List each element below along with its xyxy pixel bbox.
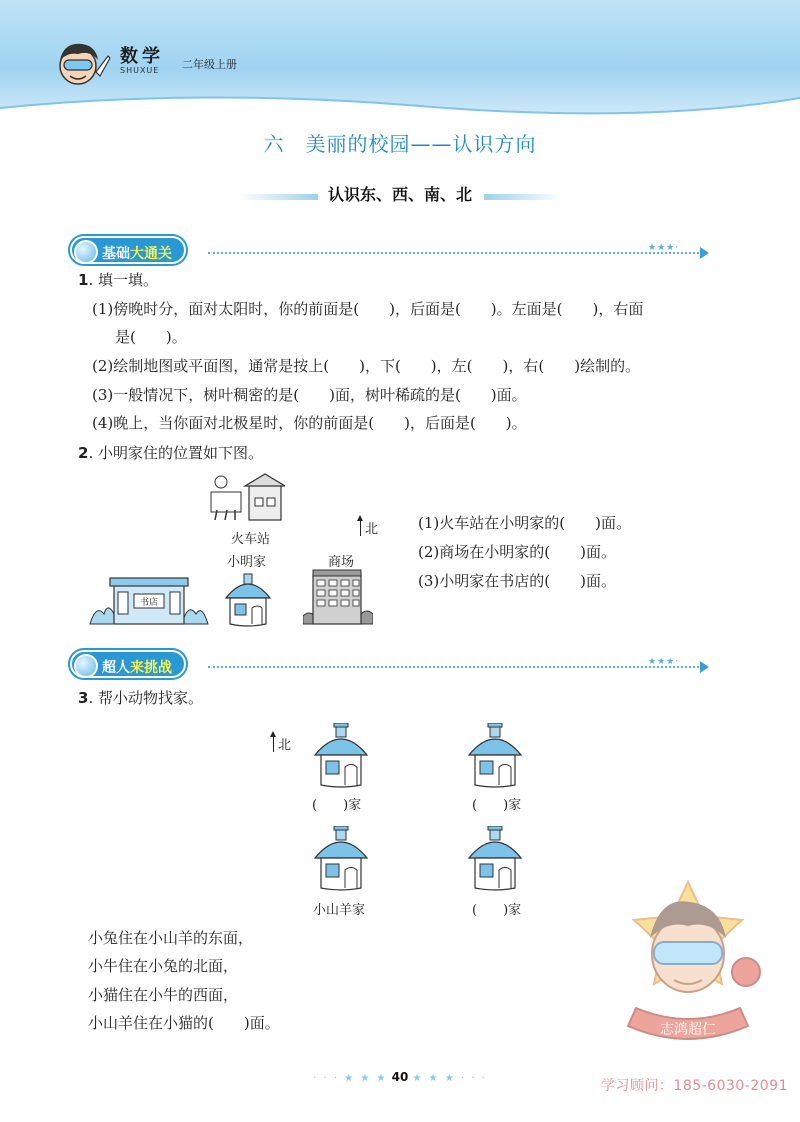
label-train-station: 火车站: [231, 532, 271, 547]
q1-item-2: (2)绘制地图或平面图，通常是按上( )，下( )，左( )，右( )绘制的。: [92, 357, 641, 375]
bookstore-sign-label: 书店: [139, 598, 159, 608]
q1-item-4: (4)晚上，当你面对北极星时，你的前面是( )，后面是( )。: [92, 414, 527, 432]
bookstore-icon: [88, 574, 210, 626]
subject-label: 数学: [120, 46, 164, 67]
grade-label: 二年级上册: [182, 58, 237, 71]
subject-pinyin: SHUXUE: [120, 66, 160, 75]
house-label-northeast: ( )家: [472, 798, 522, 813]
q2-number: 2: [78, 444, 89, 462]
q1-item-1: (1)傍晚时分，面对太阳时，你的前面是( )，后面是( )。左面是( )，右面: [92, 300, 644, 318]
label-xiaoming-home: 小明家: [227, 555, 267, 570]
q3-clue-3: 小猫住在小牛的西面，: [88, 986, 239, 1004]
north-arrow-icon: [273, 736, 274, 752]
mall-building-icon: [303, 566, 373, 626]
footer-stars-left: · · · ★ ★ ★: [313, 1073, 388, 1084]
q2-item-3: (3)小明家在书店的( )面。: [418, 572, 616, 590]
arrow-icon: [700, 661, 709, 673]
globe-icon: [74, 240, 98, 264]
q3-stem: [78, 688, 203, 708]
q1-number: 1: [78, 271, 89, 289]
unit-title: 六 美丽的校园——认识方向: [263, 132, 537, 156]
page-number: 40: [391, 1070, 409, 1084]
q1-stem-text: . 填一填。: [88, 271, 158, 289]
q1-item-3: (3)一般情况下，树叶稠密的是( )面，树叶稀疏的是( )面。: [92, 386, 527, 404]
header-wave-decoration: [0, 78, 800, 128]
house-label-northwest: ( )家: [312, 798, 362, 813]
label-mall: 商场: [328, 555, 355, 570]
q3-clue-4: 小山羊住在小猫的( )面。: [88, 1014, 280, 1032]
dotted-divider: [208, 252, 703, 254]
section-basic-banner: [70, 236, 720, 266]
north-indicator: [360, 518, 378, 537]
robot-icon: [74, 654, 98, 678]
q3-clue-2: 小牛住在小兔的北面，: [88, 957, 239, 975]
north-label: 北: [365, 522, 379, 537]
house-icon-southwest: [313, 826, 369, 892]
lesson-title: 认识东、西、南、北: [327, 185, 472, 204]
house-icon-northwest: [313, 723, 369, 789]
arrow-icon: [700, 247, 709, 259]
q1-item-1-cont: 是( )。: [115, 328, 187, 346]
section-badge: [70, 236, 186, 264]
dotted-divider: [208, 666, 703, 668]
house-icon-northeast: [467, 723, 523, 789]
q2-stem: [78, 443, 263, 463]
q2-stem-text: . 小明家住的位置如下图。: [88, 444, 263, 462]
q2-item-1: (1)火车站在小明家的( )面。: [418, 514, 631, 532]
brand-block: [120, 42, 237, 75]
badge-label-highlight: 大通关: [130, 246, 172, 262]
train-station-icon: [205, 470, 285, 526]
badge-label-normal: 超人: [102, 660, 130, 676]
stars-decoration: ★★★·: [648, 243, 680, 253]
house-label-southeast: ( )家: [472, 903, 522, 918]
q3-north-indicator: [273, 734, 291, 753]
q3-clue-1: 小兔住在小山羊的东面，: [88, 929, 254, 947]
north-arrow-icon: [360, 520, 361, 536]
stamp-label: 志鸿超仁: [660, 1022, 716, 1038]
xiaoming-house-icon: [222, 572, 274, 628]
q1-stem: [78, 270, 158, 290]
lesson-title-wrap: [0, 182, 800, 208]
house-label-southwest: 小山羊家: [313, 903, 366, 918]
badge-label-highlight: 来挑战: [130, 660, 172, 676]
badge-label-normal: 基础: [102, 246, 130, 262]
house-icon-southeast: [467, 826, 523, 892]
section-challenge-banner: [70, 650, 720, 680]
q3-stem-text: . 帮小动物找家。: [88, 689, 203, 707]
q2-item-2: (2)商场在小明家的( )面。: [418, 543, 616, 561]
advisor-contact: 学习顾问：185-6030-2091: [600, 1078, 788, 1094]
watermark-mascot-stamp: [608, 876, 768, 1061]
stars-decoration: ★★★·: [648, 657, 680, 667]
mascot-icon: [52, 36, 112, 92]
q3-north-label: 北: [278, 738, 292, 753]
q3-number: 3: [78, 689, 89, 707]
section-badge: [70, 650, 186, 678]
footer-stars-right: ★ ★ ★ · · ·: [412, 1073, 487, 1084]
